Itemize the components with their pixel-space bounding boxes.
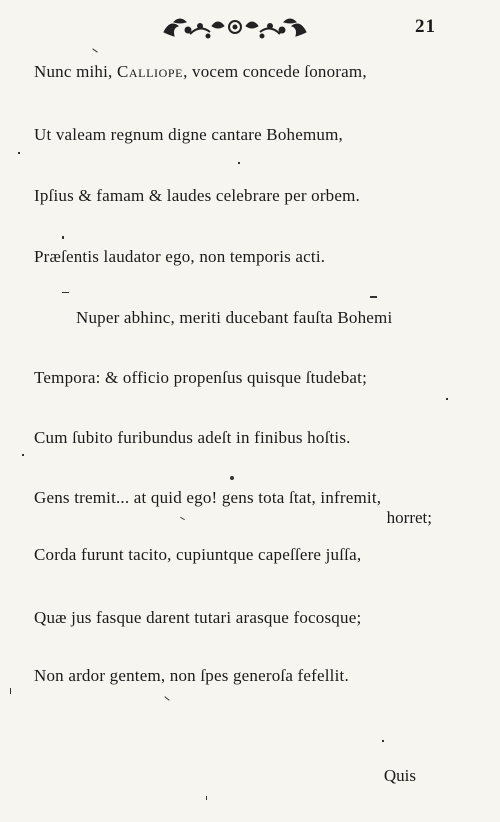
page-number: 21	[415, 16, 436, 37]
paper-speck	[206, 796, 207, 800]
paper-speck	[62, 292, 69, 293]
paper-speck	[370, 296, 377, 298]
paper-speck	[164, 696, 169, 701]
paper-speck	[92, 48, 97, 52]
paper-speck	[10, 688, 11, 694]
catchword: Quis	[383, 766, 416, 785]
verse-line-1	[34, 62, 367, 82]
verse-line-1-start: Nunc mihi,	[34, 62, 117, 81]
muse-name: Calliope	[116, 62, 184, 81]
verse-line-8: Gens tremit... at quid ego! gens tota ſtat, infremit,	[34, 488, 382, 507]
verse-line-5: Nuper abhinc, meriti ducebant fauſta Bohemi	[76, 308, 393, 327]
paper-speck	[230, 476, 234, 480]
floral-ornament-icon	[160, 12, 310, 42]
verse-line-4: Præſentis laudator ego, non temporis acti.	[34, 247, 326, 266]
verse-line-9: Corda furunt tacito, cupiuntque capeſſere juſſa,	[34, 545, 362, 564]
paper-speck	[180, 517, 185, 520]
paper-speck	[18, 152, 20, 154]
verse-line-2: Ut valeam regnum digne cantare Bohemum,	[34, 125, 343, 144]
verse-line-10: Quæ jus fasque darent tutari arasque focosque;	[34, 608, 362, 627]
verse-line-8-continuation: horret;	[386, 508, 432, 527]
paper-speck	[238, 162, 240, 164]
paper-speck	[62, 236, 64, 239]
verse-line-3: Ipſius & famam & laudes celebrare per orbem.	[34, 186, 361, 205]
paper-speck	[382, 740, 384, 742]
verse-line-1-end: , vocem concede ſonoram,	[183, 62, 367, 81]
paper-speck	[22, 454, 24, 456]
verse-line-11: Non ardor gentem, non ſpes generoſa fefellit.	[34, 666, 349, 685]
paper-speck	[446, 398, 448, 400]
verse-line-7: Cum ſubito furibundus adeſt in finibus hoſtis.	[34, 428, 351, 447]
verse-line-6: Tempora: & officio propenſus quisque ſtudebat;	[34, 368, 367, 387]
